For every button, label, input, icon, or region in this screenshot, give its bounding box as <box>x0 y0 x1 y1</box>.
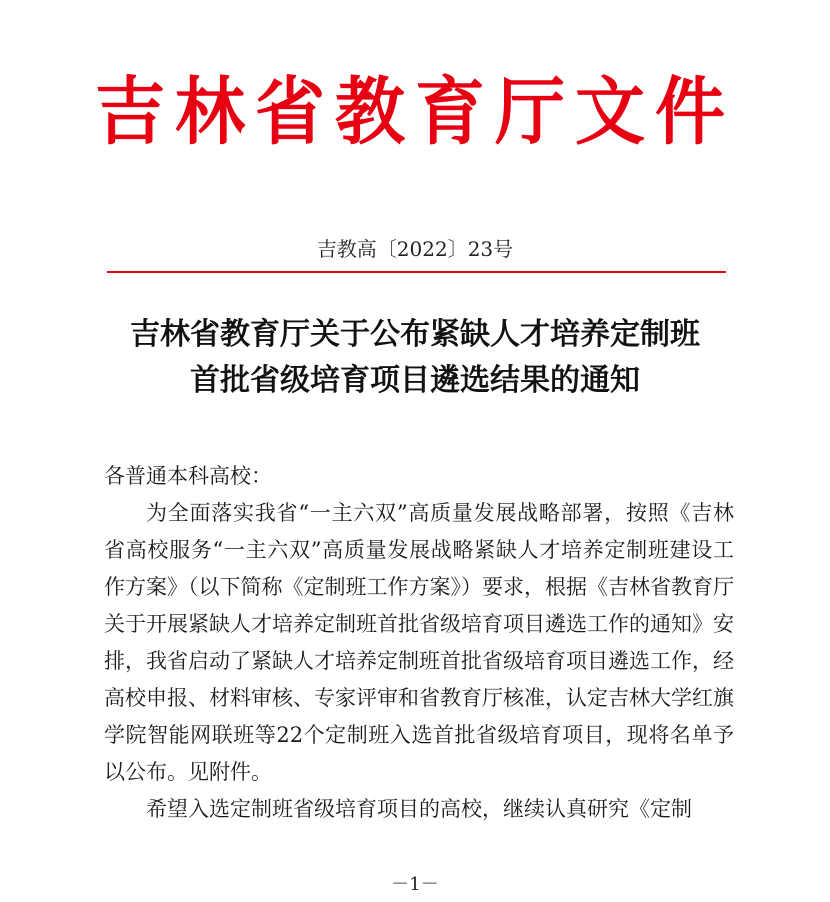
page-number: －1－ <box>391 874 439 895</box>
red-divider-rule <box>107 271 726 273</box>
document-number: 吉教高〔2022〕23号 <box>316 237 514 261</box>
title-line-2: 首批省级培育项目遴选结果的通知 <box>190 363 640 398</box>
title-line-1: 吉林省教育厅关于公布紧缺人才培养定制班 <box>130 317 700 352</box>
document-title <box>0 312 830 404</box>
document-masthead: 吉林省教育厅文件 <box>95 67 735 156</box>
salutation: 各普通本科高校： <box>104 464 272 488</box>
document-body <box>104 458 734 828</box>
body-paragraph-2: 希望入选定制班省级培育项目的高校，继续认真研究《定制 <box>146 797 692 821</box>
body-paragraph-1: 为全面落实我省“一主六双”高质量发展战略部署，按照《吉林省高校服务“一主六双”高质量发展战略紧缺人才培养定制班建设工作方案》（以下简称《定制班工作方案》）要求，根据《吉林省教育厅关于开展紧缺人才培养定制班首批省级培育项目遴选工作的通知》安排，我省启动了紧缺人才培养定制班首批省级培育项目遴选工作，经高校申报、材料审核、专家评审和省教育厅核准，认定吉林大学红旗学院智能网联班等22个定制班入选首批省级培育项目，现将名单予以公布。见附件。 <box>104 501 734 784</box>
